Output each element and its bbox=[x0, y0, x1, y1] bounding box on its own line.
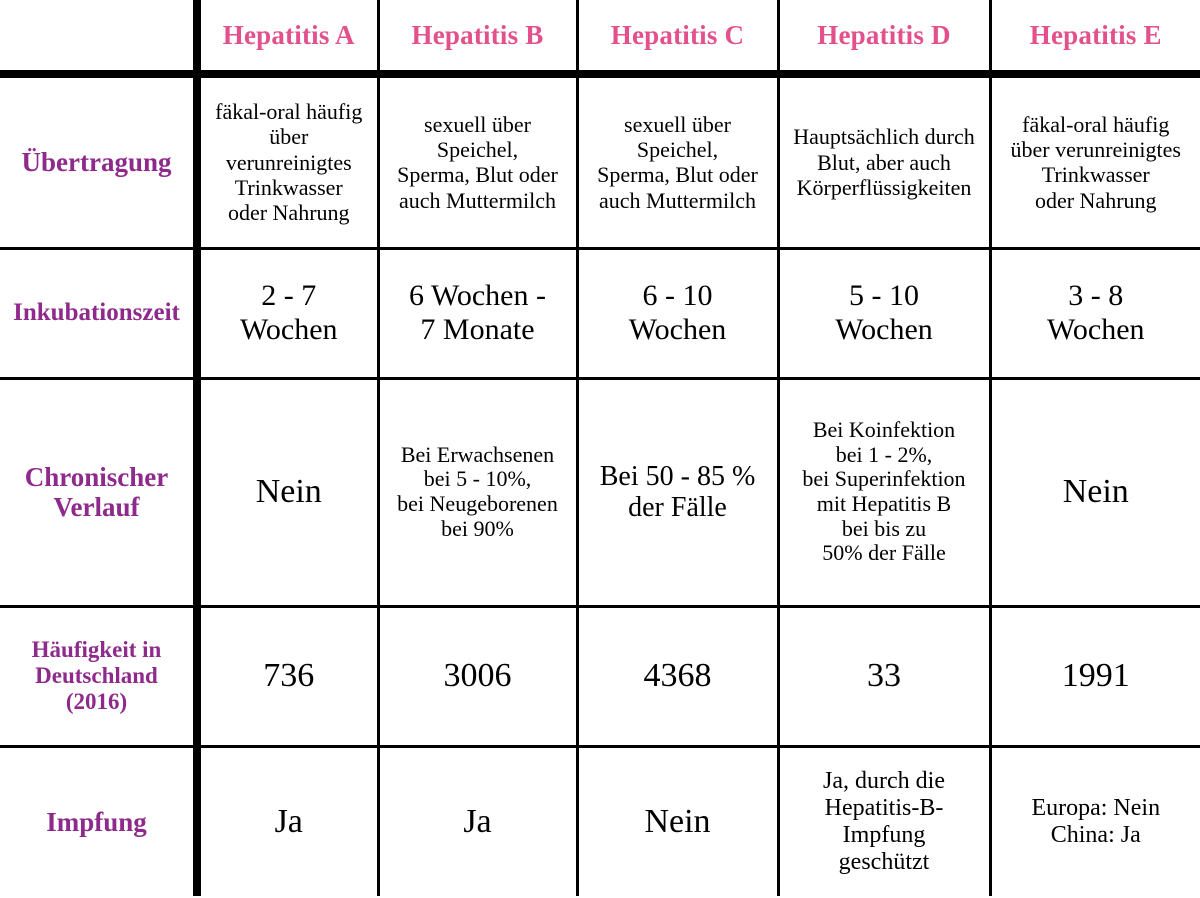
cell-chronischer-verlauf-hepatitis-d bbox=[778, 378, 990, 606]
cell-line: sexuell über Speichel, bbox=[424, 111, 531, 162]
cell-uebertragung-hepatitis-d bbox=[778, 74, 990, 248]
cell-impfung-hepatitis-b bbox=[378, 746, 577, 896]
cell-line: 3006 bbox=[443, 656, 512, 694]
cell-haeufigkeit-hepatitis-c bbox=[577, 606, 778, 746]
row-label-chronischer-verlauf bbox=[0, 378, 197, 606]
cell-inkubationszeit-hepatitis-a bbox=[197, 248, 378, 378]
cell-line: 6 - 10 bbox=[642, 279, 713, 313]
cell-line: oder Nahrung bbox=[1034, 187, 1157, 213]
cell-line: Impfung bbox=[842, 821, 926, 848]
cell-line: über verunreinigtes bbox=[1010, 136, 1181, 162]
cell-line: bei bis zu bbox=[841, 515, 927, 541]
cell-chronischer-verlauf-hepatitis-e bbox=[990, 378, 1200, 606]
row-label-line: Chronischer bbox=[24, 461, 169, 492]
cell-line: 1991 bbox=[1061, 656, 1130, 694]
row-label-uebertragung: Übertragung bbox=[0, 74, 197, 248]
cell-uebertragung-hepatitis-b bbox=[378, 74, 577, 248]
table-row-uebertragung bbox=[0, 74, 1200, 248]
cell-line: 7 Monate bbox=[420, 313, 535, 346]
cell-line: bei Superinfektion bbox=[802, 466, 966, 492]
cell-line: Nein bbox=[255, 472, 322, 510]
cell-line: Nein bbox=[644, 802, 711, 840]
row-label-line: Verlauf bbox=[53, 492, 140, 522]
cell-inkubationszeit-hepatitis-e bbox=[990, 248, 1200, 378]
cell-line: fäkal-oral häufig bbox=[1022, 111, 1170, 137]
table-row-chronischer-verlauf bbox=[0, 378, 1200, 606]
column-header-hepatitis-d: Hepatitis D bbox=[778, 0, 990, 74]
cell-line: der Fälle bbox=[628, 492, 727, 523]
cell-line: Bei 50 - 85 % bbox=[599, 460, 756, 492]
cell-line: Blut, aber auch bbox=[817, 149, 951, 175]
cell-line: 3 - 8 bbox=[1068, 279, 1124, 313]
cell-line: Ja bbox=[463, 802, 492, 840]
cell-line: Körperflüssigkeiten bbox=[796, 174, 972, 200]
cell-uebertragung-hepatitis-e bbox=[990, 74, 1200, 248]
cell-line: 5 - 10 bbox=[849, 279, 919, 313]
cell-line: Ja bbox=[274, 802, 303, 840]
cell-line: Wochen bbox=[628, 313, 727, 346]
cell-line: Hepatitis-B- bbox=[824, 794, 944, 821]
table-row-impfung bbox=[0, 746, 1200, 896]
column-header-hepatitis-c: Hepatitis C bbox=[577, 0, 778, 74]
cell-line: sexuell über Speichel, bbox=[624, 111, 731, 162]
cell-line: Sperma, Blut oder bbox=[397, 162, 558, 188]
cell-line: bei 90% bbox=[441, 515, 514, 541]
column-header-hepatitis-e: Hepatitis E bbox=[990, 0, 1200, 74]
cell-line: auch Muttermilch bbox=[398, 187, 556, 213]
header-corner-blank bbox=[0, 0, 197, 74]
column-header-hepatitis-a: Hepatitis A bbox=[197, 0, 378, 74]
row-label-line: Deutschland bbox=[35, 663, 158, 689]
cell-line: bei 5 - 10%, bbox=[423, 466, 532, 492]
cell-line: Europa: Nein bbox=[1031, 794, 1161, 821]
cell-line: fäkal-oral häufig bbox=[215, 99, 363, 124]
cell-inkubationszeit-hepatitis-b bbox=[378, 248, 577, 378]
cell-line: 736 bbox=[263, 656, 315, 694]
cell-line: 50% der Fälle bbox=[822, 540, 946, 566]
cell-impfung-hepatitis-e bbox=[990, 746, 1200, 896]
column-header-hepatitis-b: Hepatitis B bbox=[378, 0, 577, 74]
cell-line: Bei Erwachsenen bbox=[400, 441, 555, 467]
cell-line: Trinkwasser bbox=[1041, 162, 1150, 188]
cell-haeufigkeit-hepatitis-a bbox=[197, 606, 378, 746]
cell-uebertragung-hepatitis-a bbox=[197, 74, 378, 248]
cell-line: Trinkwasser bbox=[234, 174, 343, 200]
cell-line: Wochen bbox=[835, 313, 933, 346]
cell-line: 4368 bbox=[643, 656, 712, 694]
table-row-inkubationszeit bbox=[0, 248, 1200, 378]
cell-chronischer-verlauf-hepatitis-b bbox=[378, 378, 577, 606]
cell-line: über verunreinigtes bbox=[225, 124, 352, 175]
cell-line: bei Neugeborenen bbox=[397, 491, 558, 516]
cell-line: oder Nahrung bbox=[227, 200, 350, 226]
cell-line: 2 - 7 bbox=[261, 279, 317, 313]
cell-uebertragung-hepatitis-c bbox=[577, 74, 778, 248]
cell-line: Wochen bbox=[239, 313, 338, 346]
cell-line: mit Hepatitis B bbox=[816, 491, 952, 516]
cell-line: Hauptsächlich durch bbox=[793, 124, 975, 150]
cell-line: 6 Wochen - bbox=[409, 279, 546, 313]
cell-line: auch Muttermilch bbox=[598, 187, 756, 213]
cell-haeufigkeit-hepatitis-e bbox=[990, 606, 1200, 746]
cell-line: Sperma, Blut oder bbox=[597, 162, 758, 188]
cell-line: Wochen bbox=[1046, 313, 1145, 346]
cell-impfung-hepatitis-c bbox=[577, 746, 778, 896]
table-header-row bbox=[0, 0, 1200, 74]
cell-impfung-hepatitis-a bbox=[197, 746, 378, 896]
cell-line: bei 1 - 2%, bbox=[835, 441, 933, 467]
row-label-inkubationszeit: Inkubationszeit bbox=[0, 248, 197, 378]
row-label-impfung: Impfung bbox=[0, 746, 197, 896]
row-label-haeufigkeit-deutschland bbox=[0, 606, 197, 746]
cell-inkubationszeit-hepatitis-c bbox=[577, 248, 778, 378]
cell-impfung-hepatitis-d bbox=[778, 746, 990, 896]
cell-haeufigkeit-hepatitis-b bbox=[378, 606, 577, 746]
cell-line: Ja, durch die bbox=[823, 768, 945, 794]
cell-chronischer-verlauf-hepatitis-a bbox=[197, 378, 378, 606]
cell-inkubationszeit-hepatitis-d bbox=[778, 248, 990, 378]
cell-line: Bei Koinfektion bbox=[812, 417, 956, 443]
cell-line: 33 bbox=[867, 656, 901, 694]
cell-chronischer-verlauf-hepatitis-c bbox=[577, 378, 778, 606]
cell-line: China: Ja bbox=[1050, 821, 1141, 848]
table-row-haeufigkeit-deutschland bbox=[0, 606, 1200, 746]
row-label-line: Häufigkeit in bbox=[31, 637, 162, 663]
cell-line: geschützt bbox=[838, 848, 930, 875]
cell-line: Nein bbox=[1062, 472, 1129, 510]
cell-haeufigkeit-hepatitis-d bbox=[778, 606, 990, 746]
row-label-line: (2016) bbox=[65, 688, 128, 714]
